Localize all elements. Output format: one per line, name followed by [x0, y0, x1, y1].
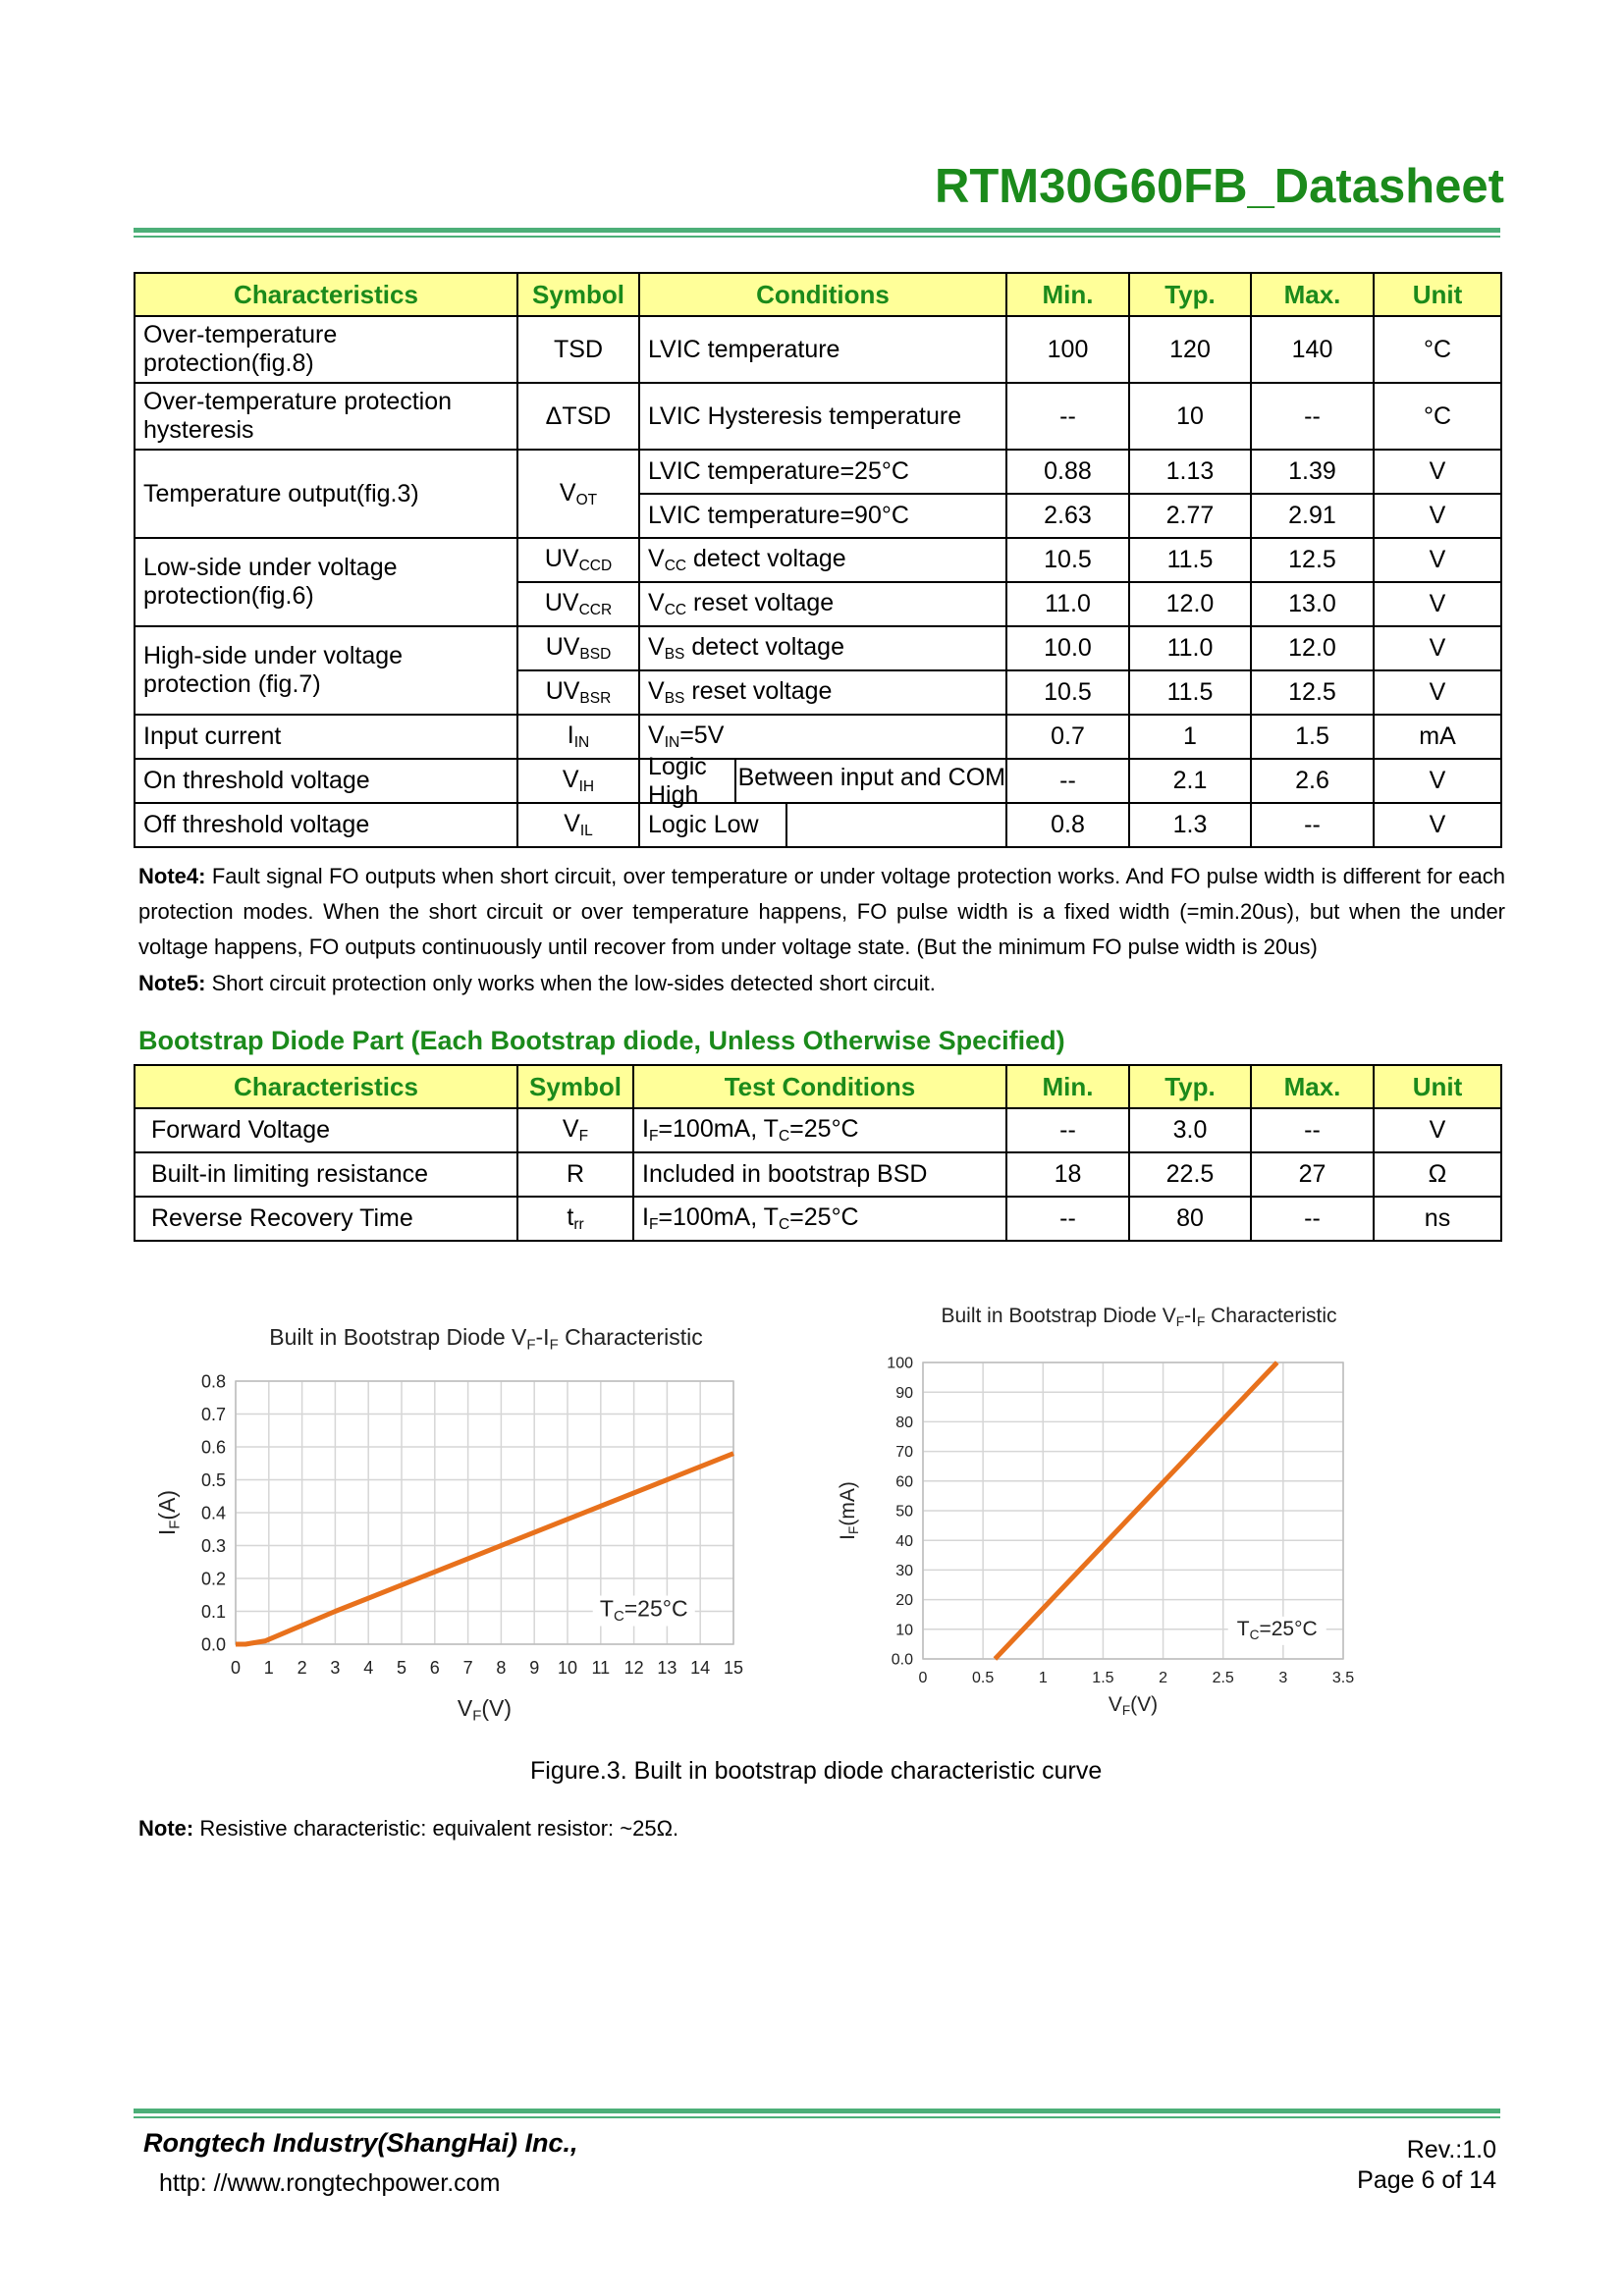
cond-part: I — [642, 1203, 649, 1232]
symbol-main: UV — [544, 589, 579, 617]
cell-condition: LVIC temperature=25°C — [639, 450, 1006, 494]
cell-unit: V — [1374, 759, 1501, 803]
y-tick-label: 0.7 — [200, 1404, 226, 1424]
y-tick-label: 100 — [887, 1355, 913, 1372]
x-tick-label: 3 — [330, 1658, 341, 1678]
table-row — [135, 1108, 1501, 1152]
y-tick-label: 0.0 — [891, 1651, 913, 1669]
cell-typ: 120 — [1129, 316, 1251, 383]
y-axis-label — [837, 1481, 861, 1540]
cell-characteristic: Low-side under voltage protection(fig.6) — [135, 538, 517, 626]
chart-title-part: -I — [535, 1324, 550, 1350]
header-characteristics: Characteristics — [135, 1065, 517, 1108]
cell-max: 1.39 — [1251, 450, 1374, 494]
y-tick-label: 0.6 — [200, 1437, 226, 1458]
cell-max: 13.0 — [1251, 582, 1374, 626]
cell-condition — [639, 626, 1006, 670]
table-row — [135, 803, 1501, 847]
temperature-annotation-part: C — [613, 1608, 624, 1626]
chart-title-part: Built in Bootstrap Diode V — [941, 1305, 1176, 1327]
cell-min: 2.63 — [1006, 494, 1129, 538]
y-tick-label: 10 — [895, 1622, 913, 1639]
cell-min: 100 — [1006, 316, 1129, 383]
chart-title-part: Characteristic — [558, 1324, 703, 1350]
y-tick-label: 70 — [895, 1444, 913, 1462]
cell-characteristic: High-side under voltage protection (fig.7) — [135, 626, 517, 715]
cell-max: -- — [1251, 803, 1374, 847]
cond-rest: detect voltage — [684, 633, 844, 662]
y-axis-label-part: I — [154, 1528, 180, 1536]
cond-between-continued — [787, 804, 1005, 846]
y-tick-label: 0.3 — [200, 1535, 226, 1556]
cell-typ: 2.1 — [1129, 759, 1251, 803]
cell-typ: 80 — [1129, 1197, 1251, 1241]
cond-sub: F — [648, 1215, 659, 1233]
cell-characteristic: Over-temperature protection hysteresis — [135, 383, 517, 450]
header-min: Min. — [1006, 1065, 1129, 1108]
cell-min: -- — [1006, 383, 1129, 450]
cell-unit: Ω — [1374, 1152, 1501, 1197]
cell-symbol: ΔTSD — [517, 383, 639, 450]
cond-part: =25°C — [789, 1203, 859, 1232]
header-rule — [134, 228, 1500, 233]
cell-unit: °C — [1374, 316, 1501, 383]
cond-main: V — [648, 721, 665, 750]
cell-symbol — [517, 715, 639, 759]
header-max: Max. — [1251, 1065, 1374, 1108]
cell-characteristic: Forward Voltage — [135, 1108, 517, 1152]
chart-title-part: Built in Bootstrap Diode V — [269, 1324, 527, 1350]
header-symbol: Symbol — [517, 273, 639, 316]
cell-max: 140 — [1251, 316, 1374, 383]
cell-max: -- — [1251, 383, 1374, 450]
y-axis-label — [154, 1490, 184, 1535]
x-axis-label-part: (V) — [481, 1695, 513, 1721]
symbol-main: t — [567, 1203, 574, 1232]
symbol-main: V — [562, 766, 579, 794]
table-header-row — [135, 1065, 1501, 1108]
cell-typ: 11.5 — [1129, 670, 1251, 715]
chart-title — [269, 1324, 702, 1354]
cell-condition: LVIC temperature=90°C — [639, 494, 1006, 538]
symbol-main: V — [564, 810, 580, 838]
table-row — [135, 626, 1501, 670]
cell-typ: 1.13 — [1129, 450, 1251, 494]
table-row — [135, 538, 1501, 582]
cell-min: 0.8 — [1006, 803, 1129, 847]
cond-between: Between input and COM — [737, 764, 1005, 791]
footer-page-number — [1357, 2166, 1496, 2195]
cell-symbol — [517, 759, 639, 803]
y-tick-label: 20 — [895, 1592, 913, 1610]
cell-max: 2.91 — [1251, 494, 1374, 538]
cell-typ: 3.0 — [1129, 1108, 1251, 1152]
cell-symbol — [517, 582, 639, 626]
x-tick-label: 8 — [496, 1658, 507, 1678]
cell-unit: °C — [1374, 383, 1501, 450]
cell-typ: 22.5 — [1129, 1152, 1251, 1197]
cell-unit: V — [1374, 670, 1501, 715]
cond-rest: reset voltage — [684, 677, 833, 706]
cell-min: -- — [1006, 759, 1129, 803]
x-tick-label: 0.5 — [972, 1670, 995, 1686]
cond-part: =100mA, T — [658, 1203, 779, 1232]
chart-title-part: F — [549, 1336, 559, 1354]
symbol-sub: CCR — [578, 601, 613, 618]
footer-rule-thin — [134, 2116, 1500, 2118]
cell-min: 11.0 — [1006, 582, 1129, 626]
cell-unit: V — [1374, 626, 1501, 670]
chart-title — [941, 1305, 1336, 1329]
header-typ: Typ. — [1129, 273, 1251, 316]
y-tick-label: 60 — [895, 1473, 913, 1491]
x-axis-label — [458, 1695, 512, 1725]
cond-sub: C — [778, 1127, 790, 1145]
cell-condition — [633, 1197, 1006, 1241]
symbol-sub: IH — [578, 777, 595, 795]
chart-title-part: F — [526, 1336, 536, 1354]
cell-max: 12.5 — [1251, 670, 1374, 715]
temperature-annotation-part: T — [599, 1595, 614, 1622]
cond-part: =25°C — [789, 1115, 859, 1144]
x-tick-label: 1 — [1038, 1670, 1048, 1686]
symbol-main: UV — [545, 633, 580, 662]
symbol-sub: IN — [573, 733, 590, 751]
header-characteristics: Characteristics — [135, 273, 517, 316]
y-tick-label: 50 — [895, 1503, 913, 1521]
cell-max: 27 — [1251, 1152, 1374, 1197]
cell-max: 1.5 — [1251, 715, 1374, 759]
document-title: RTM30G60FB_Datasheet — [934, 160, 1504, 213]
cell-typ: 1.3 — [1129, 803, 1251, 847]
y-tick-label: 80 — [895, 1415, 913, 1431]
cell-condition — [639, 538, 1006, 582]
cond-sub: BS — [664, 689, 685, 707]
y-tick-label: 0.4 — [200, 1503, 226, 1523]
cond-rest: =5V — [679, 721, 725, 750]
temperature-annotation — [1237, 1618, 1318, 1642]
y-tick-label: 0.2 — [200, 1569, 226, 1589]
symbol-main: V — [559, 478, 576, 507]
footer-url[interactable]: http: //www.rongtechpower.com — [159, 2169, 501, 2197]
x-axis-label-part: F — [472, 1707, 482, 1725]
cell-symbol: TSD — [517, 316, 639, 383]
header-symbol: Symbol — [517, 1065, 633, 1108]
temperature-annotation-part: C — [1249, 1628, 1260, 1643]
temperature-annotation — [600, 1596, 688, 1626]
header-test-conditions: Test Conditions — [633, 1065, 1006, 1108]
temperature-annotation-part: T — [1236, 1617, 1250, 1640]
cell-min: 18 — [1006, 1152, 1129, 1197]
figure-note-label: Note: — [138, 1816, 194, 1841]
x-tick-label: 6 — [429, 1658, 440, 1678]
y-axis-label-part: F — [846, 1525, 862, 1534]
cell-condition — [639, 752, 1006, 809]
cond-part: I — [642, 1115, 649, 1144]
x-tick-label: 13 — [657, 1658, 677, 1678]
cell-max: 12.0 — [1251, 626, 1374, 670]
cell-unit: V — [1374, 803, 1501, 847]
x-tick-label: 9 — [529, 1658, 540, 1678]
x-axis-label-part: V — [457, 1695, 473, 1721]
symbol-main: V — [562, 1115, 579, 1144]
symbol-sub: BSD — [579, 645, 612, 663]
y-axis-label-part: F — [166, 1520, 184, 1529]
temperature-annotation-part: =25°C — [1259, 1617, 1318, 1640]
cell-condition: Included in bootstrap BSD — [633, 1152, 1006, 1197]
bootstrap-section-heading: Bootstrap Diode Part (Each Bootstrap diode, Unless Otherwise Specified) — [138, 1026, 1065, 1055]
x-tick-label: 7 — [462, 1658, 473, 1678]
cell-characteristic: Temperature output(fig.3) — [135, 450, 517, 538]
cell-typ: 1 — [1129, 715, 1251, 759]
cond-logic-high: Logic High — [640, 760, 736, 802]
cell-condition — [633, 1108, 1006, 1152]
x-tick-label: 2.5 — [1212, 1670, 1234, 1686]
symbol-main: UV — [545, 677, 580, 706]
x-tick-label: 1 — [263, 1658, 274, 1678]
cond-sub: F — [648, 1127, 659, 1145]
note5-text: Short circuit protection only works when the low-sides detected short circuit. — [205, 971, 936, 995]
cell-unit: V — [1374, 494, 1501, 538]
header-max: Max. — [1251, 273, 1374, 316]
cell-condition — [639, 803, 1006, 847]
chart-title-part: Characteristic — [1205, 1305, 1337, 1327]
cell-symbol — [517, 1108, 633, 1152]
x-tick-label: 3 — [1278, 1670, 1288, 1686]
x-tick-label: 0 — [230, 1658, 242, 1678]
y-axis-label-part: (A) — [154, 1489, 180, 1521]
cell-unit: ns — [1374, 1197, 1501, 1241]
cell-condition: LVIC Hysteresis temperature — [639, 383, 1006, 450]
cell-symbol — [517, 538, 639, 582]
header-unit: Unit — [1374, 1065, 1501, 1108]
y-tick-label: 0.1 — [200, 1601, 226, 1622]
y-axis-label-part: (mA) — [837, 1481, 859, 1526]
cell-symbol — [517, 626, 639, 670]
cell-min: 10.5 — [1006, 538, 1129, 582]
cell-characteristic: Built-in limiting resistance — [135, 1152, 517, 1197]
y-tick-label: 0.8 — [200, 1371, 226, 1392]
x-axis-label — [1109, 1693, 1158, 1718]
x-tick-label: 5 — [396, 1658, 407, 1678]
table-row — [135, 715, 1501, 759]
cell-max: -- — [1251, 1108, 1374, 1152]
vf-if-chart-milliamps — [825, 1286, 1375, 1728]
y-tick-label: 0.5 — [200, 1469, 226, 1490]
cond-main: V — [648, 589, 665, 617]
cell-characteristic: Over-temperature protection(fig.8) — [135, 316, 517, 383]
table-row — [135, 450, 1501, 494]
cond-rest: detect voltage — [686, 545, 846, 573]
symbol-sub: CCD — [578, 557, 613, 574]
cell-symbol — [517, 670, 639, 715]
note4-text: Fault signal FO outputs when short circuit, over temperature or under voltage protection works. And FO pulse width is different for each protection modes. When the short circuit or over temperature happens, FO pulse width is a fixed width (=min.20us), but when the under voltage happens, FO outputs continuously until recover from under voltage state. (But the minimum FO pulse width is 20us) — [138, 864, 1505, 959]
y-axis-label-part: I — [837, 1534, 859, 1540]
symbol-sub: BSR — [579, 689, 612, 707]
x-tick-label: 10 — [557, 1658, 578, 1678]
table-row — [135, 316, 1501, 383]
footer-revision: Rev.:1.0 — [1406, 2136, 1496, 2163]
note5-label: Note5: — [138, 971, 206, 995]
cell-condition: LVIC temperature — [639, 316, 1006, 383]
temperature-annotation-part: =25°C — [623, 1595, 688, 1622]
x-tick-label: 2 — [1159, 1670, 1168, 1686]
x-tick-label: 14 — [690, 1658, 711, 1678]
cond-sub: IN — [664, 733, 680, 751]
footer-rule — [134, 2109, 1500, 2113]
cell-typ: 2.77 — [1129, 494, 1251, 538]
y-tick-label: 30 — [895, 1563, 913, 1579]
header-unit: Unit — [1374, 273, 1501, 316]
cell-max: -- — [1251, 1197, 1374, 1241]
cond-sub: C — [778, 1215, 790, 1233]
cell-min: 0.88 — [1006, 450, 1129, 494]
cell-max: 2.6 — [1251, 759, 1374, 803]
cell-max: 12.5 — [1251, 538, 1374, 582]
table-header-row — [135, 273, 1501, 316]
cell-symbol — [517, 450, 639, 538]
cell-symbol — [517, 803, 639, 847]
figure-note — [138, 1816, 678, 1842]
header-min: Min. — [1006, 273, 1129, 316]
header-rule-thin — [134, 236, 1500, 238]
header-conditions: Conditions — [639, 273, 1006, 316]
page-total: 14 — [1469, 2166, 1496, 2194]
cell-characteristic: Input current — [135, 715, 517, 759]
symbol-sub: OT — [575, 491, 598, 508]
cell-symbol — [517, 1197, 633, 1241]
cell-typ: 11.5 — [1129, 538, 1251, 582]
cell-typ: 11.0 — [1129, 626, 1251, 670]
cell-characteristic: Reverse Recovery Time — [135, 1197, 517, 1241]
figure-caption: Figure.3. Built in bootstrap diode characteristic curve — [530, 1757, 1103, 1785]
cond-sub: CC — [664, 601, 687, 618]
cell-typ: 12.0 — [1129, 582, 1251, 626]
y-tick-label: 90 — [895, 1384, 913, 1402]
note5 — [138, 966, 1505, 1001]
cell-typ: 10 — [1129, 383, 1251, 450]
cell-unit: V — [1374, 582, 1501, 626]
y-tick-label: 40 — [895, 1532, 913, 1550]
table-row — [135, 1197, 1501, 1241]
symbol-main: I — [567, 721, 574, 750]
cell-unit: V — [1374, 538, 1501, 582]
page-of: of — [1441, 2166, 1463, 2194]
x-tick-label: 4 — [363, 1658, 374, 1678]
cell-min: 0.7 — [1006, 715, 1129, 759]
symbol-sub: IL — [579, 822, 593, 839]
note4-label: Note4: — [138, 864, 206, 888]
chart-title-part: -I — [1184, 1305, 1197, 1327]
cond-main: V — [648, 677, 665, 706]
cell-unit: V — [1374, 1108, 1501, 1152]
symbol-main: UV — [544, 545, 579, 573]
cell-min: 10.0 — [1006, 626, 1129, 670]
x-tick-label: 3.5 — [1331, 1670, 1355, 1686]
cond-main: V — [648, 545, 665, 573]
x-axis-label-part: F — [1121, 1703, 1131, 1719]
x-axis-label-part: V — [1108, 1693, 1122, 1716]
figure-note-text: Resistive characteristic: equivalent resistor: ~25Ω. — [193, 1816, 679, 1841]
x-axis-label-part: (V) — [1130, 1693, 1159, 1716]
cell-condition — [639, 670, 1006, 715]
cond-logic-low: Logic Low — [640, 804, 787, 846]
chart-title-part: F — [1175, 1314, 1185, 1330]
cond-sub: CC — [664, 557, 687, 574]
cell-symbol: R — [517, 1152, 633, 1197]
vf-if-chart-amps — [147, 1306, 756, 1737]
cond-part: =100mA, T — [658, 1115, 779, 1144]
table-row — [135, 1152, 1501, 1197]
page-prefix: Page — [1357, 2166, 1415, 2194]
page-num: 6 — [1421, 2166, 1435, 2194]
x-tick-label: 1.5 — [1092, 1670, 1114, 1686]
cell-characteristic: Off threshold voltage — [135, 803, 517, 847]
cell-characteristic: On threshold voltage — [135, 759, 517, 803]
chart-title-part: F — [1196, 1314, 1206, 1330]
x-tick-label: 15 — [723, 1658, 744, 1678]
cell-unit: mA — [1374, 715, 1501, 759]
x-tick-label: 0 — [918, 1670, 928, 1686]
cell-condition — [639, 582, 1006, 626]
bootstrap-diode-table — [134, 1064, 1502, 1242]
table-row — [135, 383, 1501, 450]
electrical-characteristics-table — [134, 272, 1502, 848]
cond-sub: BS — [664, 645, 685, 663]
symbol-sub: F — [578, 1127, 589, 1145]
table-row — [135, 759, 1501, 803]
cell-min: -- — [1006, 1108, 1129, 1152]
cell-min: 10.5 — [1006, 670, 1129, 715]
x-tick-label: 2 — [297, 1658, 307, 1678]
footer-company: Rongtech Industry(ShangHai) Inc., — [143, 2128, 578, 2158]
cell-unit: V — [1374, 450, 1501, 494]
symbol-sub: rr — [573, 1215, 584, 1233]
cell-min: -- — [1006, 1197, 1129, 1241]
cond-main: V — [648, 633, 665, 662]
header-typ: Typ. — [1129, 1065, 1251, 1108]
x-tick-label: 11 — [591, 1658, 611, 1678]
x-tick-label: 12 — [623, 1658, 644, 1678]
y-tick-label: 0.0 — [200, 1634, 226, 1655]
note4 — [138, 859, 1505, 965]
cond-rest: reset voltage — [686, 589, 835, 617]
